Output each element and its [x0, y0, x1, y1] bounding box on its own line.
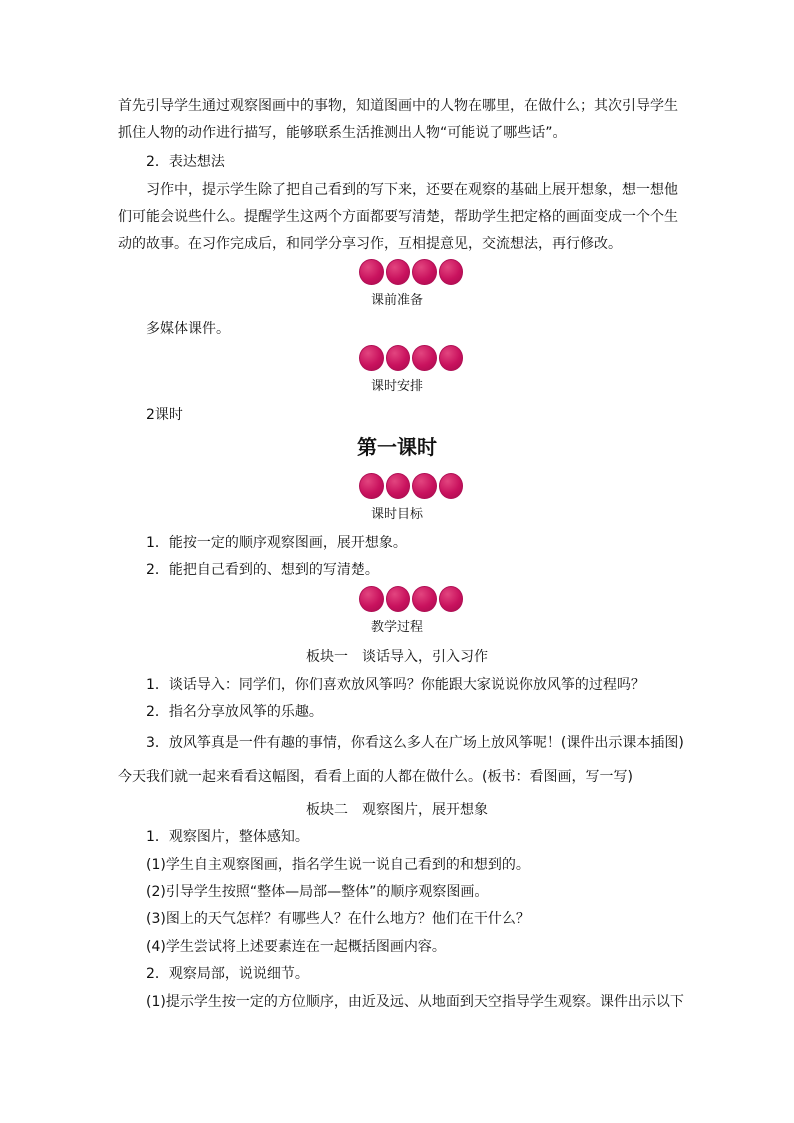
decorative-dots — [359, 473, 463, 499]
block2-sub-4: (4)学生尝试将上述要素连在一起概括图画内容。 — [146, 939, 446, 955]
dot-icon — [439, 473, 464, 499]
paragraph-line-1: 习作中，提示学生除了把自己看到的写下来，还要在观察的基础上展开想象，想一想他 — [146, 182, 678, 198]
dot-icon — [439, 259, 464, 285]
block1-item-3-line-2: 今天我们就一起来看看这幅图，看看上面的人都在做什么。(板书：看图画，写一写) — [118, 769, 633, 785]
dot-icon — [412, 259, 437, 285]
subheading-express-ideas: 2．表达想法 — [146, 154, 225, 170]
block2-sub-1: (1)学生自主观察图画，指名学生说一说自己看到的和想到的。 — [146, 857, 530, 873]
block1-item-2: 2．指名分享放风筝的乐趣。 — [146, 704, 323, 720]
block2-title: 板块二 观察图片，展开想象 — [306, 802, 488, 818]
paragraph-line-2: 们可能会说些什么。提醒学生这两个方面都要写清楚，帮助学生把定格的画面变成一个个生 — [118, 209, 678, 225]
decorative-dots — [359, 586, 463, 612]
intro-line-2: 抓住人物的动作进行描写，能够联系生活推测出人物“可能说了哪些话”。 — [118, 125, 567, 141]
dot-icon — [412, 586, 437, 612]
dot-icon — [386, 259, 411, 285]
dot-icon — [386, 345, 411, 371]
section-title-schedule: 课时安排 — [370, 379, 423, 394]
block1-item-1: 1．谈话导入：同学们，你们喜欢放风筝吗？你能跟大家说说你放风筝的过程吗？ — [146, 677, 645, 693]
block2-item-1: 1．观察图片，整体感知。 — [146, 829, 309, 845]
dot-icon — [359, 259, 384, 285]
lesson-title: 第一课时 — [357, 435, 437, 459]
intro-line-1: 首先引导学生通过观察图画中的事物，知道图画中的人物在哪里，在做什么；其次引导学生 — [118, 98, 678, 114]
dot-icon — [412, 473, 437, 499]
block2-sub-3: (3)图上的天气怎样？有哪些人？在什么地方？他们在干什么？ — [146, 911, 530, 927]
block1-title: 板块一 谈话导入，引入习作 — [306, 649, 488, 665]
schedule-text: 2课时 — [146, 407, 183, 423]
goal-2: 2．能把自己看到的、想到的写清楚。 — [146, 562, 379, 578]
decorative-dots — [359, 259, 463, 285]
section-title-prep: 课前准备 — [370, 293, 423, 308]
prep-text: 多媒体课件。 — [146, 321, 230, 337]
paragraph-line-3: 动的故事。在习作完成后，和同学分享习作，互相提意见，交流想法，再行修改。 — [118, 236, 622, 252]
dot-icon — [359, 473, 384, 499]
dot-icon — [386, 586, 411, 612]
section-title-process: 教学过程 — [370, 620, 423, 635]
decorative-dots — [359, 345, 463, 371]
dot-icon — [412, 345, 437, 371]
block2-item-2: 2．观察局部，说说细节。 — [146, 966, 309, 982]
block1-item-3-line-1: 3．放风筝真是一件有趣的事情，你看这么多人在广场上放风筝呢！(课件出示课本插图) — [146, 735, 684, 751]
goal-1: 1．能按一定的顺序观察图画，展开想象。 — [146, 535, 407, 551]
dot-icon — [439, 345, 464, 371]
dot-icon — [386, 473, 411, 499]
dot-icon — [359, 586, 384, 612]
block2-sub-5: (1)提示学生按一定的方位顺序，由近及远、从地面到天空指导学生观察。课件出示以下 — [146, 994, 684, 1010]
section-title-goals: 课时目标 — [370, 507, 423, 522]
dot-icon — [359, 345, 384, 371]
block2-sub-2: (2)引导学生按照“整体—局部—整体”的顺序观察图画。 — [146, 884, 489, 900]
dot-icon — [439, 586, 464, 612]
